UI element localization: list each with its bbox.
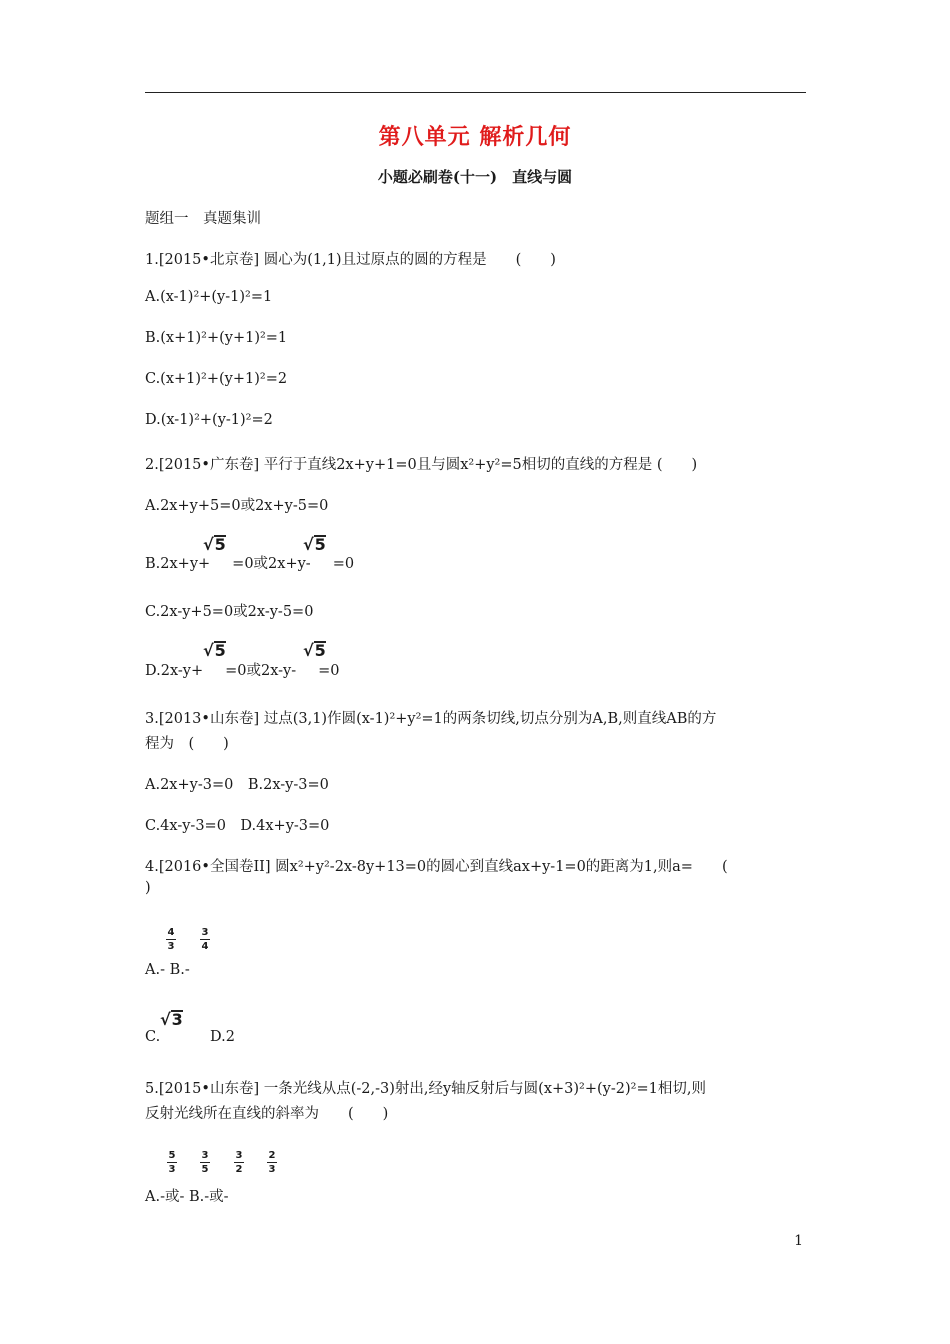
- question-4-option-d: D.2: [210, 1029, 235, 1045]
- sqrt5-radical: √5: [203, 535, 226, 554]
- header-rule: [145, 92, 806, 93]
- question-1-option-d: D.(x-1)²+(y-1)²=2: [145, 412, 273, 428]
- sqrt3-radical: √3: [160, 1010, 183, 1029]
- unit-title: 第八单元 解析几何: [378, 124, 572, 150]
- fraction-4-3: 4 3: [167, 927, 175, 952]
- question-4-stem-line2: ): [145, 880, 151, 896]
- question-3-stem-line1: 3.[2013•山东卷] 过点(3,1)作圆(x-1)²+y²=1的两条切线,切点分别为A,B,则直线AB的方: [145, 711, 717, 727]
- question-3-options-ab: A.2x+y-3=0 B.2x-y-3=0: [145, 777, 329, 793]
- fraction-5-3: 5 3: [168, 1150, 176, 1175]
- option-b-suffix: =0: [332, 556, 355, 572]
- question-1-option-b: B.(x+1)²+(y+1)²=1: [145, 330, 288, 346]
- question-1-stem: 1.[2015•北京卷] 圆心为(1,1)且过原点的圆的方程是 ( ): [145, 252, 556, 268]
- question-3-stem-line2: 程为 ( ): [145, 736, 229, 752]
- fraction-2-3: 2 3: [268, 1150, 276, 1175]
- page-number: 1: [794, 1233, 803, 1249]
- question-5-stem-line1: 5.[2015•山东卷] 一条光线从点(-2,-3)射出,经y轴反射后与圆(x+3)²+(y-2)²=1相切,则: [145, 1081, 706, 1097]
- question-2-option-a: A.2x+y+5=0或2x+y-5=0: [145, 498, 329, 514]
- option-d-middle: =0或2x-y-: [225, 663, 297, 679]
- fraction-3-5: 3 5: [201, 1150, 209, 1175]
- option-b-prefix: B.2x+y+: [145, 556, 211, 572]
- question-1-option-c: C.(x+1)²+(y+1)²=2: [145, 371, 288, 387]
- paper-subtitle: 小题必刷卷(十一) 直线与圆: [377, 168, 573, 186]
- question-2-option-b: [145, 552, 354, 573]
- question-1-option-a: A.(x-1)²+(y-1)²=1: [145, 289, 273, 305]
- fraction-3-4: 3 4: [201, 927, 209, 952]
- option-b-middle: =0或2x+y-: [232, 556, 311, 572]
- sqrt5-radical: √5: [203, 641, 226, 660]
- section-label: 题组一 真题集训: [145, 211, 261, 227]
- question-2-stem: 2.[2015•广东卷] 平行于直线2x+y+1=0且与圆x²+y²=5相切的直线的方程是 ( ): [145, 457, 698, 473]
- question-2-option-c: C.2x-y+5=0或2x-y-5=0: [145, 604, 314, 620]
- question-4-option-c: C.: [145, 1029, 161, 1045]
- question-2-option-d: [145, 659, 340, 680]
- question-5-stem-line2: 反射光线所在直线的斜率为 ( ): [145, 1106, 389, 1122]
- sqrt5-radical: √5: [303, 535, 326, 554]
- question-5-options-ab: A.-或- B.-或-: [145, 1189, 229, 1205]
- option-d-suffix: =0: [318, 663, 340, 679]
- question-4-options-ab: A.- B.-: [145, 962, 190, 978]
- question-3-options-cd: C.4x-y-3=0 D.4x+y-3=0: [145, 818, 330, 834]
- option-d-prefix: D.2x-y+: [145, 663, 204, 679]
- fraction-3-2: 3 2: [235, 1150, 243, 1175]
- sqrt5-radical: √5: [303, 641, 326, 660]
- question-4-stem-line1: 4.[2016•全国卷II] 圆x²+y²-2x-8y+13=0的圆心到直线ax+y-1=0的距离为1,则a= (: [145, 859, 728, 875]
